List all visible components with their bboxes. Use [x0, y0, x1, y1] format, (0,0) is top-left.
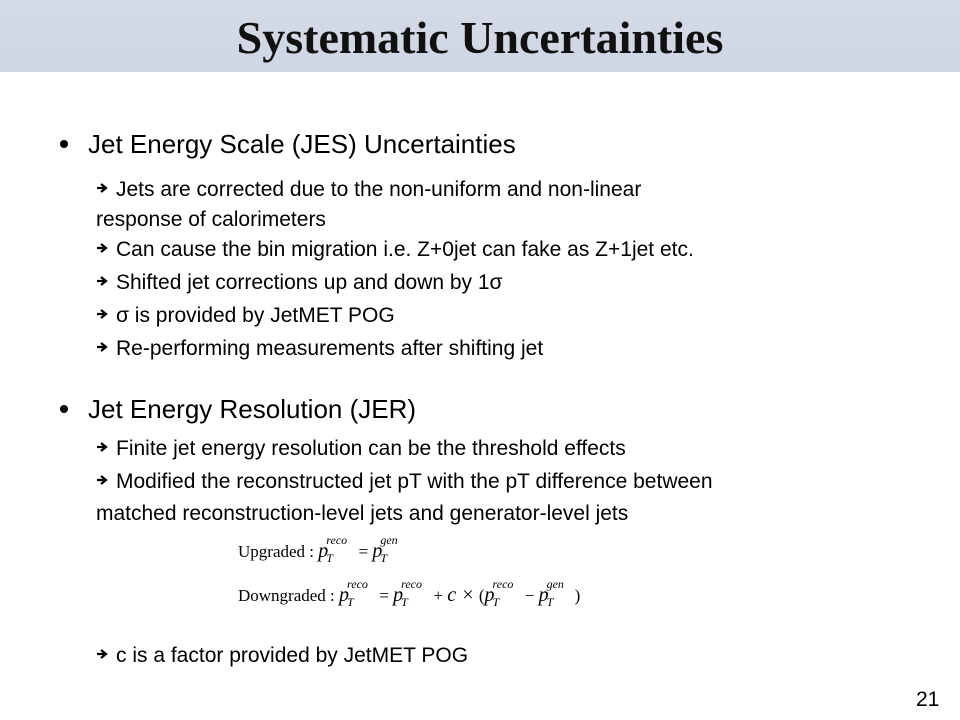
sub-item: Shifted jet corrections up and down by 1σ: [96, 268, 503, 298]
arrow-right-icon: [96, 341, 108, 353]
page-number: 21: [916, 688, 940, 711]
sub-item: c is a factor provided by JetMET POG: [96, 641, 468, 671]
arrow-right-icon: [96, 308, 108, 320]
arrow-right-icon: [96, 182, 108, 194]
sub-item: Can cause the bin migration i.e. Z+0jet can fake as Z+1jet etc.: [96, 235, 694, 265]
arrow-right-icon: [96, 648, 108, 660]
slide-title: Systematic Uncertainties: [236, 12, 724, 63]
arrow-right-icon: [96, 275, 108, 287]
sub-item-continuation: response of calorimeters: [96, 208, 326, 231]
sub-item: Jets are corrected due to the non-uniform and non-linear: [96, 175, 641, 205]
section-heading: Jet Energy Resolution (JER): [88, 394, 417, 424]
arrow-right-icon: [96, 242, 108, 254]
sub-item: Modified the reconstructed jet pT with the pT difference between: [96, 467, 713, 497]
dot-icon: [60, 405, 68, 413]
formula-downgraded: Downgraded : p reco T = p reco T + c × (p reco T − p gen T ): [238, 577, 581, 610]
arrow-right-icon: [96, 441, 108, 453]
sub-item-continuation: matched reconstruction-level jets and generator-level jets: [96, 502, 629, 525]
section-heading: Jet Energy Scale (JES) Uncertainties: [88, 129, 516, 159]
arrow-right-icon: [96, 474, 108, 486]
dot-icon: [60, 140, 68, 148]
formula-upgraded: Upgraded : p reco T = p gen T: [238, 533, 398, 566]
sub-item: σ is provided by JetMET POG: [96, 301, 395, 331]
sub-item: Finite jet energy resolution can be the threshold effects: [96, 434, 626, 464]
sub-item: Re-performing measurements after shifting jet: [96, 334, 543, 364]
